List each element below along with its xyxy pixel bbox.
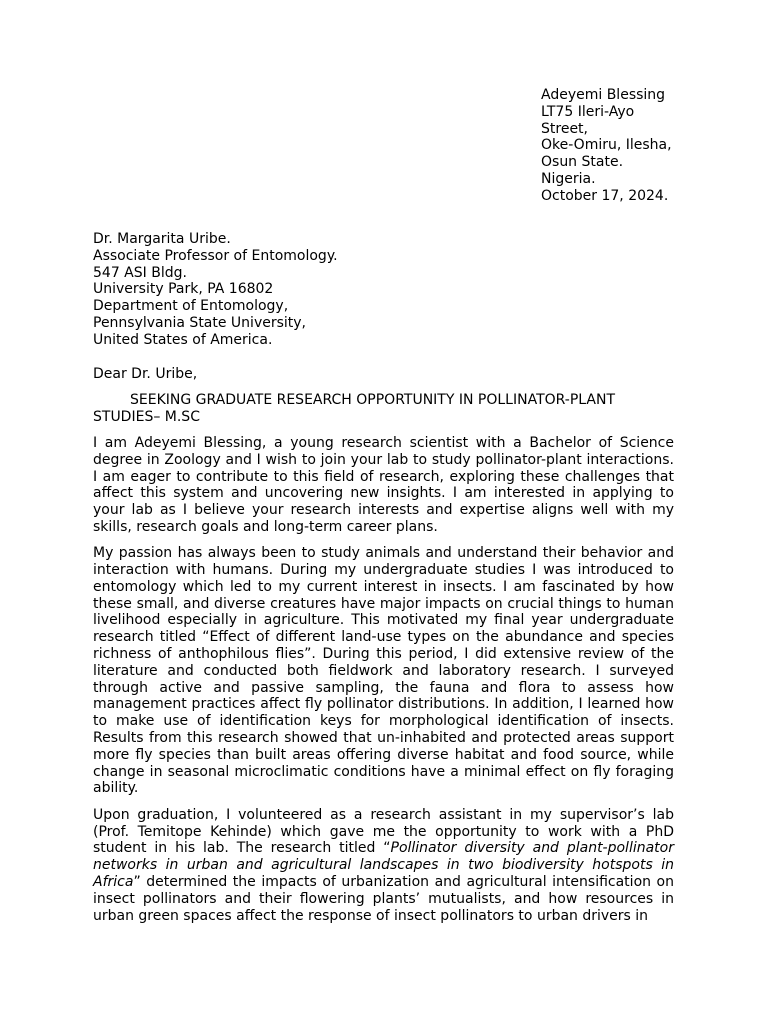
paragraph-passion: My passion has always been to study animals and understand their behavior and interaction with humans. During my undergraduate studies I was introduced to entomology which led to my current interest in insects. I am fascinated by how these small, and diverse creatures have major impacts on crucial things to human livelihood especially in agriculture. This motivated my final year undergraduate research titled “Effect of different land-use types on the abundance and species richness of anthophilous flies”. During this period, I did extensive review of the literature and conducted both fieldwork and laboratory research. I surveyed through active and passive sampling, the fauna and flora to assess how management practices affect fly pollinator distributions. In addition, I learned how to make use of identification keys for morphological identification of insects. Results from this research showed that un-inhabited and protected areas support more fly species than built areas offering diverse habitat and food source, while change in seasonal microclimatic conditions have a minimal effect on fly foraging ability. bbox=[93, 545, 674, 797]
paragraph-graduation-start: Upon graduation, I volunteered as a research assistant in my supervisor’s lab (Prof. Temitope Kehinde) which gave me the opportunity to work with a PhD student in his lab. The research titled “ bbox=[93, 806, 674, 857]
letter-body bbox=[93, 435, 674, 934]
sender-street: LT75 Ileri-Ayo Street, bbox=[541, 103, 635, 137]
research-title: Pollinator diversity and plant-pollinator networks in urban and agricultural landscapes in two biodiversity hotspots in Africa bbox=[93, 840, 674, 890]
paragraph-intro: I am Adeyemi Blessing, a young research scientist with a Bachelor of Science degree in Zoology and I wish to join your lab to study pollinator-plant interactions. I am eager to contribute to this field of research, exploring these challenges that affect this system and uncovering new insights. I am interested in applying to your lab as I believe your research interests and expertise aligns well with my skills, research goals and long-term career plans. bbox=[93, 435, 674, 535]
sender-name: Adeyemi Blessing bbox=[541, 87, 666, 103]
recipient-department: Department of Entomology, bbox=[93, 298, 289, 315]
subject-line: SEEKING GRADUATE RESEARCH OPPORTUNITY IN POLLINATOR-PLANT STUDIES– M.SC bbox=[93, 392, 616, 425]
recipient-name: Dr. Margarita Uribe. bbox=[93, 231, 231, 247]
letter-date: October 17, 2024. bbox=[541, 187, 669, 204]
recipient-country: United States of America. bbox=[93, 331, 273, 348]
paragraph-graduation-end: ” determined the impacts of urbanization and agricultural intensification on insect pollinators and their flowering plants’ mutualists, and how resources in urban green spaces affect the response of insect pollinators to urban drivers in bbox=[93, 873, 674, 924]
recipient-address-block bbox=[93, 231, 338, 349]
paragraph-graduation bbox=[93, 807, 674, 925]
sender-area: Oke-Omiru, Ilesha, bbox=[541, 137, 672, 154]
salutation: Dear Dr. Uribe, bbox=[93, 366, 198, 382]
sender-country: Nigeria. bbox=[541, 170, 596, 187]
recipient-university: Pennsylvania State University, bbox=[93, 314, 307, 331]
sender-state: Osun State. bbox=[541, 154, 624, 171]
sender-address-block bbox=[541, 87, 681, 205]
recipient-city: University Park, PA 16802 bbox=[93, 281, 274, 298]
recipient-title: Associate Professor of Entomology. bbox=[93, 247, 338, 264]
recipient-building: 547 ASI Bldg. bbox=[93, 264, 187, 281]
